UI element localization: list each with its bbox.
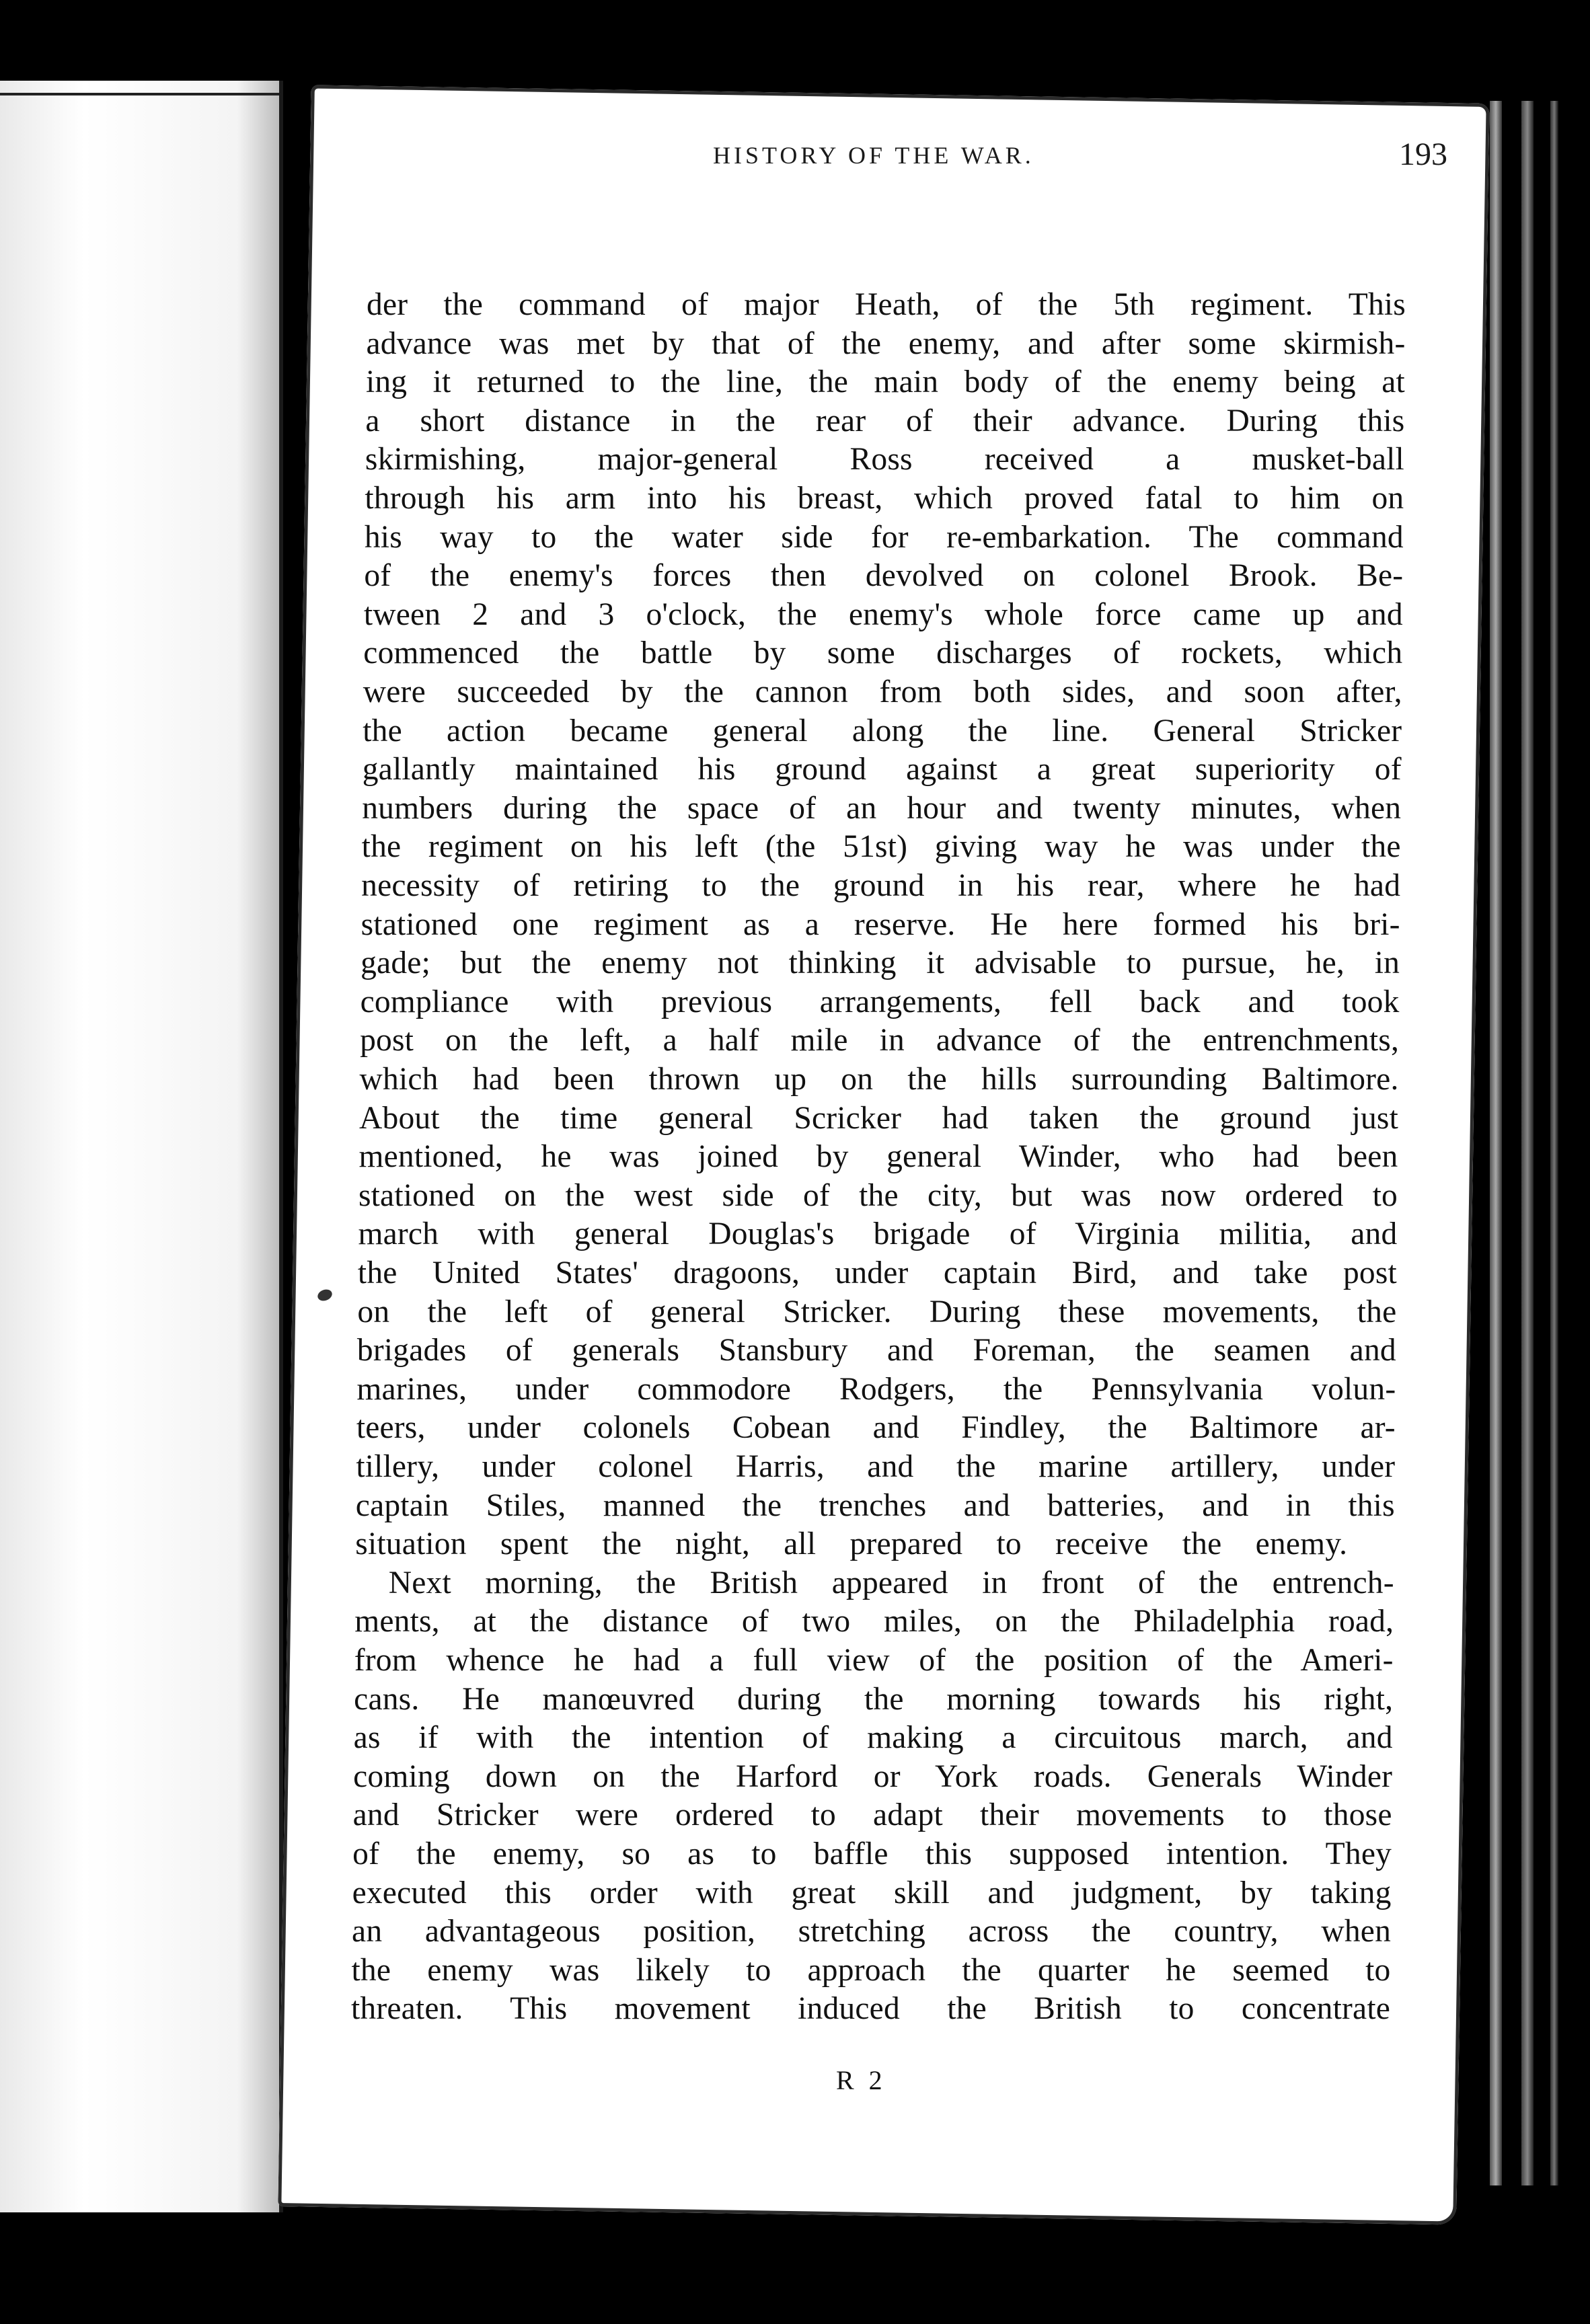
text-line: as if with the intention of making a circuitous march, and xyxy=(353,1720,1393,1756)
text-line: captain Stiles, manned the trenches and batteries, and in this xyxy=(355,1487,1395,1523)
text-line: mentioned, he was joined by general Winder, who had been xyxy=(358,1139,1398,1175)
text-line: der the command of major Heath, of the 5th regiment. This xyxy=(367,287,1406,322)
text-line: skirmishing, major-general Ross received a musket-ball xyxy=(365,442,1404,477)
text-line: numbers during the space of an hour and twenty minutes, when xyxy=(362,790,1402,826)
text-line: from whence he had a full view of the position of the Ameri- xyxy=(354,1643,1394,1678)
text-line: post on the left, a half mile in advance of the entrenchments, xyxy=(360,1023,1400,1058)
text-line: march with general Douglas's brigade of Virginia militia, and xyxy=(358,1216,1398,1252)
text-line: brigades of generals Stansbury and Foreman, the seamen and xyxy=(356,1333,1396,1368)
text-line: coming down on the Harford or York roads. Generals Winder xyxy=(353,1758,1393,1794)
text-line: commenced the battle by some discharges of rockets, which xyxy=(363,635,1403,671)
text-line: on the left of general Stricker. During these movements, the xyxy=(357,1294,1397,1329)
signature-mark: R 2 xyxy=(836,2065,886,2095)
text-line: compliance with previous arrangements, fell back and took xyxy=(360,984,1400,1019)
text-line: Next morning, the British appeared in front of the entrench- xyxy=(388,1565,1394,1600)
text-line: ing it returned to the line, the main body of the enemy being at xyxy=(365,364,1405,400)
text-line: and Stricker were ordered to adapt their movements to those xyxy=(352,1797,1392,1833)
text-line: the regiment on his left (the 51st) giving way he was under the xyxy=(361,829,1401,865)
running-head: HISTORY OF THE WAR. xyxy=(713,142,1034,169)
text-line: teers, under colonels Cobean and Findley, the Baltimore ar- xyxy=(356,1410,1396,1446)
text-line: a short distance in the rear of their advance. During this xyxy=(365,403,1405,438)
text-line: through his arm into his breast, which proved fatal to him on xyxy=(365,481,1404,516)
text-line: which had been thrown up on the hills surrounding Baltimore. xyxy=(359,1062,1399,1097)
text-line: stationed one regiment as a reserve. He here formed his bri- xyxy=(361,906,1400,942)
text-line: threaten. This movement induced the British to concentrate xyxy=(351,1991,1390,2027)
page-number: 193 xyxy=(1399,137,1447,172)
text-line: cans. He manœuvred during the morning towards his right, xyxy=(354,1681,1394,1717)
text-line: marines, under commodore Rodgers, the Pennsylvania volun- xyxy=(356,1371,1396,1407)
text-line: gallantly maintained his ground against a great superiority of xyxy=(362,752,1402,787)
text-line: of the enemy, so as to baffle this supposed intention. They xyxy=(352,1836,1392,1871)
text-line: situation spent the night, all prepared to receive the enemy. xyxy=(355,1526,1348,1562)
text-line: gade; but the enemy not thinking it advisable to pursue, he, in xyxy=(361,945,1400,981)
text-line: the action became general along the line. General Stricker xyxy=(363,713,1402,748)
text-line: necessity of retiring to the ground in his rear, where he had xyxy=(361,868,1401,903)
text-line: tillery, under colonel Harris, and the marine artillery, under xyxy=(356,1449,1396,1484)
text-line: About the time general Scricker had taken the ground just xyxy=(359,1100,1399,1136)
text-line: ments, at the distance of two miles, on the Philadelphia road, xyxy=(354,1604,1394,1639)
text-line: advance was met by that of the enemy, and after some skirmish- xyxy=(366,325,1406,361)
text-line: stationed on the west side of the city, but was now ordered to xyxy=(358,1177,1398,1213)
text-line: of the enemy's forces then devolved on colonel Brook. Be- xyxy=(364,558,1404,594)
text-line: the enemy was likely to approach the quarter he seemed to xyxy=(351,1952,1391,1988)
text-line: his way to the water side for re-embarkation. The command xyxy=(364,519,1404,555)
text-line: executed this order with great skill and judgment, by taking xyxy=(352,1875,1392,1910)
text-line: an advantageous position, stretching across the country, when xyxy=(352,1914,1392,1949)
text-line: the United States' dragoons, under captain Bird, and take post xyxy=(357,1255,1397,1290)
text-line: tween 2 and 3 o'clock, the enemy's whole force came up and xyxy=(363,596,1403,632)
text-line: were succeeded by the cannon from both sides, and soon after, xyxy=(363,674,1402,709)
